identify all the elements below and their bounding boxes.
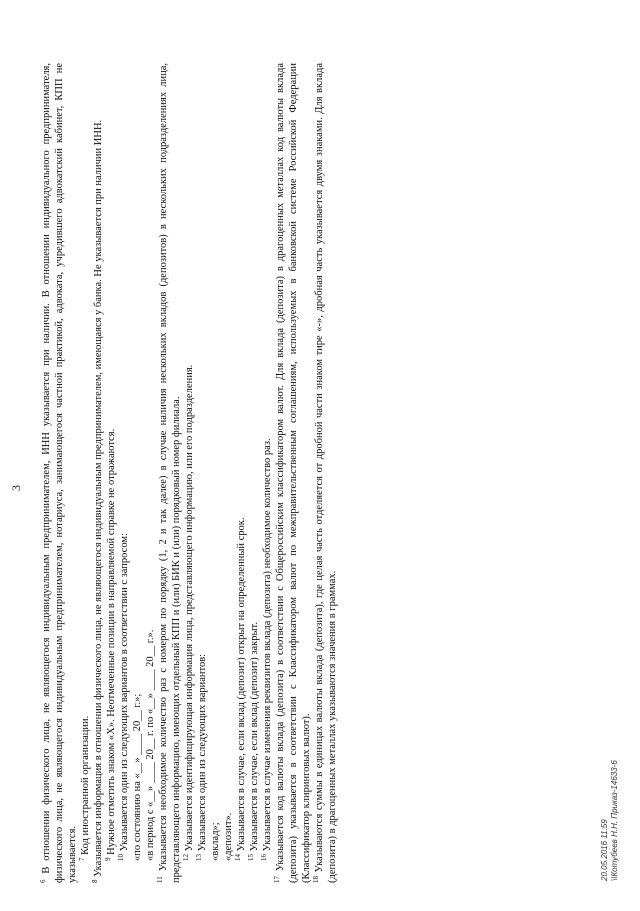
footnote-10-variant-1: «по состоянию на «__» ____ 20__ г.»;	[132, 693, 143, 861]
footnote-14: $^{14}$ Указывается в случае, если вклад (депозит) открыт на определенный срок.	[234, 517, 247, 861]
footnote-6: $^6$ В отношении физического лица, не являющегося индивидуальным предпринимателем, ИНН указывается при наличии. В отношении индивидуального предпринимателя, физического лица, не являющегося индивидуальным предпринимателем, нотариуса, занимающегося частной практикой, адвоката, учредившего адвокатский кабинет, КПП не указывается.	[39, 62, 78, 883]
footnote-16: $^{16}$ Указывается в случае изменения реквизитов вклада (депозита) необходимое количество раз.	[260, 438, 273, 861]
print-stamp	[600, 760, 620, 881]
rotated-content	[0, 31, 640, 911]
footnote-7: $^7$ Код иностранной организации.	[78, 715, 91, 861]
stamp-date: 20.05.2016 11:59	[600, 819, 609, 881]
footnote-11: $^{11}$ Указывается необходимое количество раз с номером по порядку (1, 2 и так далее) в случае наличия нескольких вкладов (депозитов) в нескольких подразделениях лица, представляющего информацию, имеющих отдельный КПП и (или) БИК и (или) порядковый номер филиала.	[156, 62, 182, 883]
footnote-10-variant-2: «в период с «__» ____ 20__ г. по «__» ____ 20__ г.».	[145, 629, 156, 861]
footnote-13-variant-2: «депозит».	[223, 812, 234, 861]
footnote-12: $^{12}$ Указывается идентифицирующая информация лица, представляющего информацию, или его подразделения.	[182, 364, 195, 861]
footnote-8: $^8$ Указывается информация в отношении физического лица, не являющегося индивидуальным предпринимателем, имеющаяся у банка. Не указывается при наличии ИНН.	[91, 119, 104, 883]
page-number: 3	[9, 485, 23, 491]
footnotes-block	[40, 23, 339, 883]
footnote-17: $^{17}$ Указывается код валюты вклада (депозита) в соответствии с Общероссийским классификатором валют. Для вклада (депозита) в драгоценных металлах код валюты вклада (депозита) указывается в соответствии с Классификатором валют по межправительственным соглашениям, используемых в банковской системе Российской Федерации (Классификатор клиринговых валют).	[273, 63, 312, 883]
footnote-13-variant-1: «вклад»;	[210, 822, 221, 861]
footnote-15: $^{15}$ Указывается в случае, если вклад (депозит) закрыт.	[247, 622, 260, 861]
footnote-10: $^{10}$ Указывается один из следующих вариантов в соответствии с запросом:	[117, 533, 130, 861]
footnote-13: $^{13}$ Указывается один из следующих вариантов:	[195, 653, 208, 861]
footnote-18: $^{18}$ Указываются суммы в единицах валюты вклада (депозита), где целая часть отделяется от дробной части знаком тире «-», дробная часть указывается двумя знаками. Для вклада (депозита) в драгоценных металлах указываются значения в граммах.	[312, 62, 338, 883]
footnote-9: $^9$ Нужное отметить знаком «X». Неотмеченные позиции в направляемой справке не отражаются.	[104, 428, 117, 861]
stamp-author: \\Котубеев Н.Н. Приказ-14633-6	[610, 760, 619, 881]
